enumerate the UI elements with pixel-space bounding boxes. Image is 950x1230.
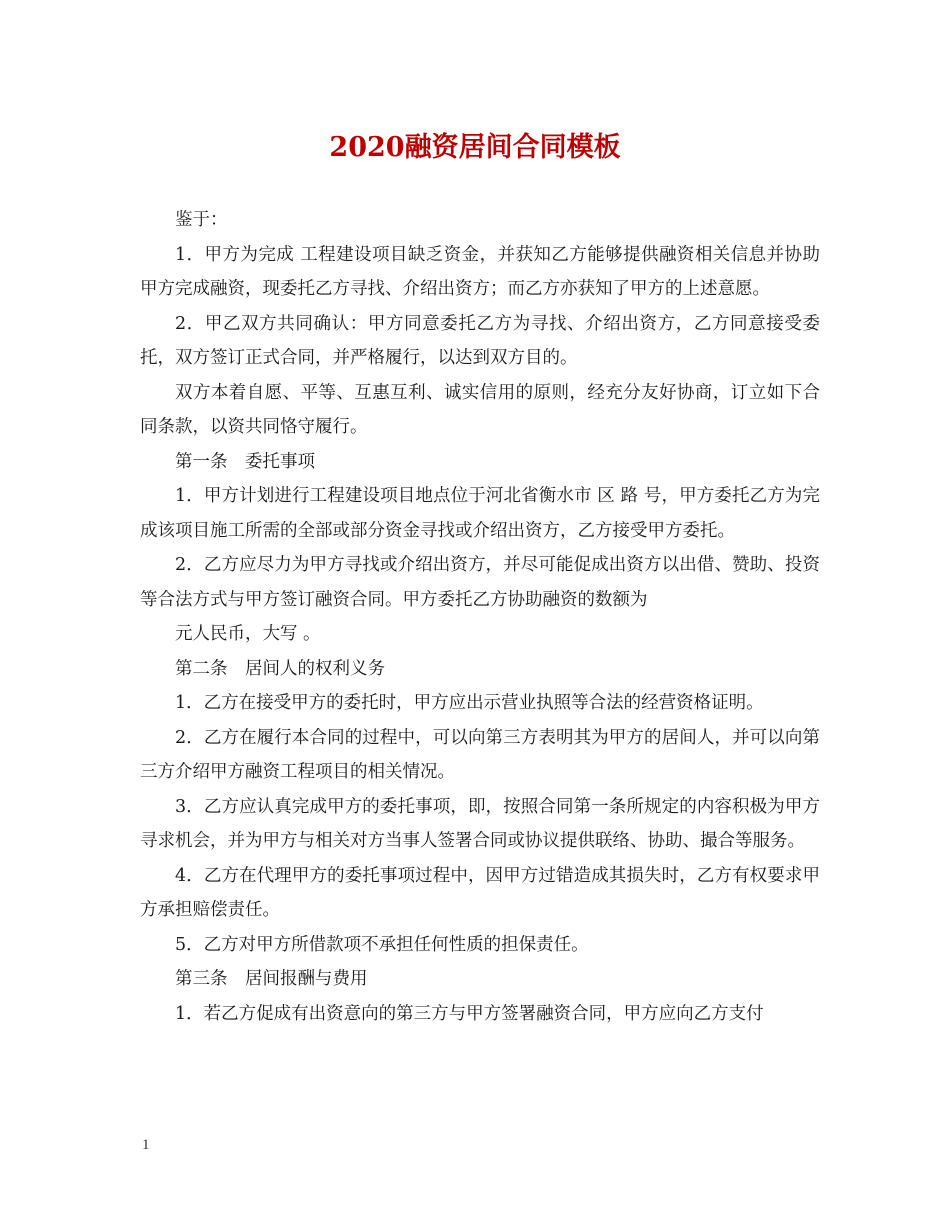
article-3-clause-1: 1．若乙方促成有出资意向的第三方与甲方签署融资合同，甲方应向乙方支付: [175, 1003, 764, 1024]
article-2-clause-4: 4．乙方在代理甲方的委托事项过程中，因甲方过错造成其损失时，乙方有权要求甲方承担赔偿责任。: [140, 865, 820, 920]
paragraph-recital-1: 1．甲方为完成 工程建设项目缺乏资金，并获知乙方能够提供融资相关信息并协助甲方完成融资，现委托乙方寻找、介绍出资方；而乙方亦获知了甲方的上述意愿。: [140, 244, 820, 299]
page-number: 1: [142, 1137, 150, 1153]
article-1-clause-2-amount: 元人民币，大写 。: [175, 624, 321, 644]
document-body: [140, 203, 820, 1031]
article-2-clause-2: 2．乙方在履行本合同的过程中，可以向第三方表明其为甲方的居间人，并可以向第三方介绍甲方融资工程项目的相关情况。: [140, 727, 820, 782]
document-title: 2020融资居间合同模板: [329, 132, 621, 163]
paragraph-principles: 双方本着自愿、平等、互惠互利、诚实信用的原则，经充分友好协商，订立如下合同条款，以资共同恪守履行。: [140, 382, 820, 437]
article-2-heading: 第二条 居间人的权利义务: [175, 658, 385, 679]
paragraph-recital-heading: 鉴于：: [175, 210, 228, 230]
article-1-clause-1: 1．甲方计划进行工程建设项目地点位于河北省衡水市 区 路 号，甲方委托乙方为完成该项目施工所需的全部或部分资金寻找或介绍出资方，乙方接受甲方委托。: [140, 486, 820, 541]
article-1-heading: 第一条 委托事项: [175, 451, 315, 472]
paragraph-recital-2: 2．甲乙双方共同确认：甲方同意委托乙方为寻找、介绍出资方，乙方同意接受委托，双方签订正式合同，并严格履行，以达到双方目的。: [140, 313, 820, 368]
article-2-clause-5: 5．乙方对甲方所借款项不承担任何性质的担保责任。: [175, 934, 589, 955]
article-2-clause-1: 1．乙方在接受甲方的委托时，甲方应出示营业执照等合法的经营资格证明。: [175, 693, 764, 713]
article-1-clause-2: 2．乙方应尽力为甲方寻找或介绍出资方，并尽可能促成出资方以出借、赞助、投资等合法方式与甲方签订融资合同。甲方委托乙方协助融资的数额为: [140, 555, 820, 610]
article-3-heading: 第三条 居间报酬与费用: [175, 969, 368, 989]
article-2-clause-3: 3．乙方应认真完成甲方的委托事项，即，按照合同第一条所规定的内容积极为甲方寻求机会，并为甲方与相关对方当事人签署合同或协议提供联络、协助、撮合等服务。: [140, 796, 820, 851]
